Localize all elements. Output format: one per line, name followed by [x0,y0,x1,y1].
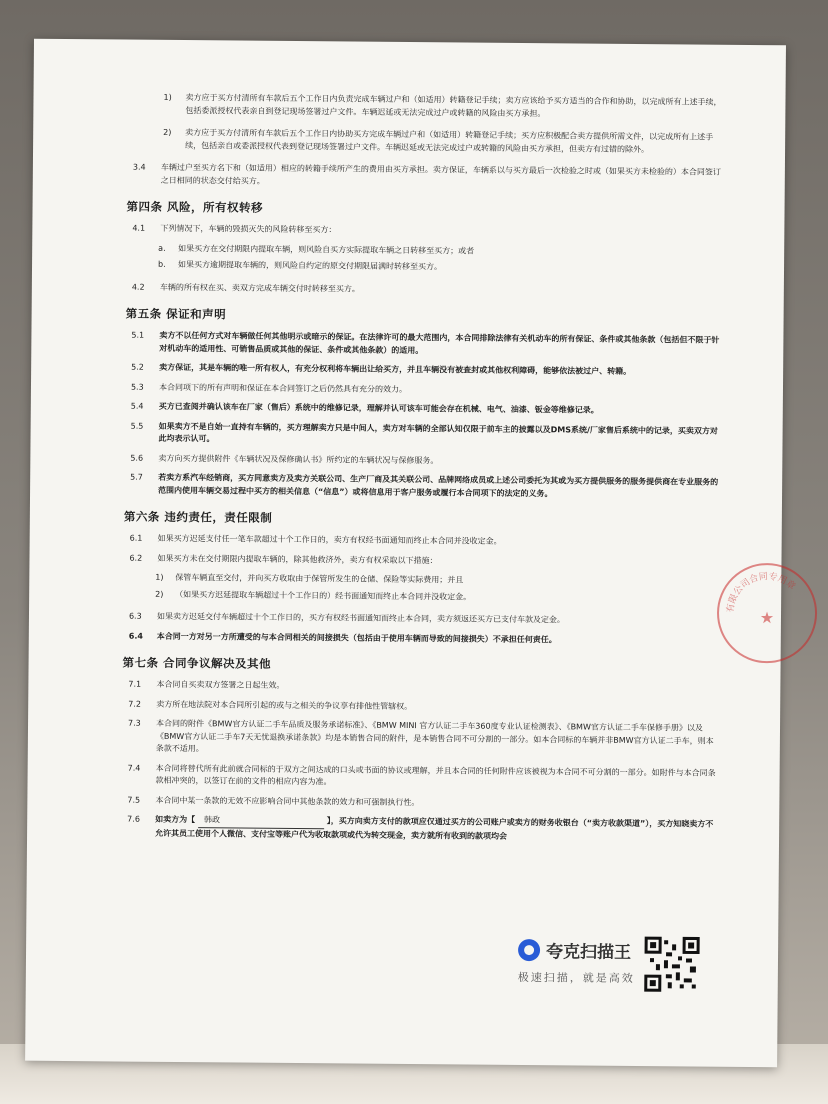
clause-4-1: 4.1 下列情况下，车辆的毁损灭失的风险转移至买方： [132,223,337,235]
clause-6-4: 6.4 本合同一方对另一方所遭受的与本合同相关的间接损失（包括由于使用车辆而导致的间接损失）不承担任何责任。 [128,631,557,644]
clause-5-7: 5.7 若卖方系汽车经销商，买方同意卖方及卖方关联公司、生产厂商及其关联公司、品牌网络成员或上述公司委托为其或为买方提供服务的服务提供商在专业服务的范围内使用车辆交易过程中买方的相关信息（“信息”）或将信息用于客户服务或履行本合同项下的法定的义务。 [130,472,719,498]
clause-5-5: 5.5 如果卖方不是自始一直持有车辆的，买方理解卖方只是中间人，卖方对车辆的全部认知仅限于前车主的披露以及DMS系统/厂家售后系统中的记录，买卖双方对此均表示认可。 [130,421,718,444]
clause-7-2: 7.2 卖方所在地法院对本合同所引起的或与之相关的争议享有排他性管辖权。 [128,699,413,711]
bullet-6-2: 2) （如果买方迟延提取车辆超过十个工作日的）经书面通知而终止本合同并没收定金。 [155,589,472,602]
heading-article-4: 第四条 风险，所有权转移 [126,199,264,215]
bullet-4-a: a. 如果买方在交付期限内提取车辆，则风险自买方实际提取车辆之日转移至买方；或者 [158,243,475,256]
clause-6-1: 6.1 如果买方迟延支付任一笔车款超过十个工作日的，卖方有权经书面通知而终止本合同并没收定金。 [129,533,502,546]
clause-6-3: 6.3 如果卖方迟延交付车辆超过十个工作日的，买方有权经书面通知而终止本合同，卖方须返还买方已支付车款及定金。 [128,611,566,625]
clause-3-4: 3.4 车辆过户至买方名下和（如适用）相应的转籍手续所产生的费用由买方承担。卖方保证，车辆系以与买方最后一次检验之时或（如果买方未检验的）本合同签订之日相同的状态交付给买方。 [132,162,721,186]
clause-5-6: 5.6 卖方向买方提供附件《车辆状况及保修确认书》所约定的车辆状况与保修服务。 [130,453,439,465]
clause-7-6: 7.6 如卖方为【 韩政 】，买方向卖方支付的款项应仅通过买方的公司账户或卖方的财务收银台（“卖方收款渠道”），买方知晓卖方不允许其员工使用个人微信、支付宝等账户代为收取款项或代为转交现金，卖方就所有收到的款项均会 [127,814,714,841]
seal-text: 有限公司合同专用章 [725,571,797,614]
brand-name: 夸克扫描王 [545,942,632,963]
seller-name: 韩政 [198,814,324,829]
clause-6-2: 6.2 如果买方未在交付期限内提取车辆的，除其他救济外，卖方有权采取以下措施： [129,553,438,565]
bullet-4-b: b. 如果买方逾期提取车辆的，则风险自约定的原交付期限届满时转移至买方。 [158,259,443,272]
item-2: 2) 卖方应于买方付清所有车款后五个工作日内协助买方完成车辆过户和（如适用）转籍登记手续；买方应积极配合卖方提供所需文件，以完成所有上述手续，包括亲自或委派授权代表到登记现场签署过户文件。车辆迟延或无法完成过户或转籍的风险由买方承担，但卖方有过错的除外。 [163,127,714,154]
bullet-6-1: 1) 保管车辆直至交付，并向买方收取由于保管所发生的仓储、保险等实际费用；并且 [155,572,464,585]
clause-5-3: 5.3 本合同项下的所有声明和保证在本合同签订之后仍然具有充分的效力。 [130,382,408,394]
contract-page [25,39,797,1068]
clause-4-2: 4.2 车辆的所有权在买、卖双方完成车辆交付时转移至买方。 [131,282,360,294]
quark-logo-icon [518,939,540,961]
scanner-watermark [518,935,759,997]
qr-code-icon [644,936,700,992]
clause-5-2: 5.2 卖方保证，其是车辆的唯一所有权人，有充分权利将车辆出让给买方，并且车辆没有被查封或其他权利障碍，能够依法被过户、转籍。 [131,362,632,376]
clause-7-1: 7.1 本合同自买卖双方签署之日起生效。 [128,679,285,690]
contract-text [122,92,724,852]
heading-article-6: 第六条 违约责任，责任限制 [123,509,273,525]
seal-star-icon: ★ [759,608,775,628]
clause-7-4: 7.4 本合同将替代所有此前就合同标的于双方之间达成的口头或书面的协议或理解，并且本合同的任何附件应该被视为本合同不可分割的一部分。如附件与本合同条款相冲突的，以签订在前的文件的相应内容为准。 [127,763,716,787]
heading-article-7: 第七条 合同争议解决及其他 [122,655,272,671]
item-1: 1) 卖方应于买方付清所有车款后五个工作日内负责完成车辆过户和（如适用）转籍登记手续；卖方应该给予买方适当的合作和协助，以完成所有上述手续，包括委派授权代表亲自到登记现场签署过户文件。车辆迟延或无法完成过户或转籍的风险由买方承担。 [163,92,722,118]
clause-5-1: 5.1 卖方不以任何方式对车辆做任何其他明示或暗示的保证。在法律许可的最大范围内，本合同排除法律有关机动车的所有保证、条件或其他条款（包括但不限于针对机动车的适用性、可销售品质或其他的保证、条件或其他条款）的适用。 [131,330,720,355]
clause-7-5: 7.5 本合同中某一条款的无效不应影响合同中其他条款的效力和可强制执行性。 [127,795,420,807]
clause-7-3: 7.3 本合同的附件《BMW官方认证二手车品质及服务承诺标准》、《BMW MINI 官方认证二手车360度专业认证检测表》、《BMW官方认证二手车保修手册》以及《BMW官方认证二手车7天无忧退换承诺条款》均是本销售合同的附件，是本销售合同不可分割的一部分。如本合同标的车辆并非BMW官方认证二手车，则本条款不适用。 [128,718,714,754]
heading-article-5: 第五条 保证和声明 [125,306,227,322]
company-seal [717,563,818,664]
brand-slogan: 极速扫描，就是高效 [517,970,635,985]
clause-5-4: 5.4 买方已查阅并确认该车在厂家（售后）系统中的维修记录，理解并认可该车可能会存在机械、电气、油漆、钣金等维修记录。 [130,401,599,415]
